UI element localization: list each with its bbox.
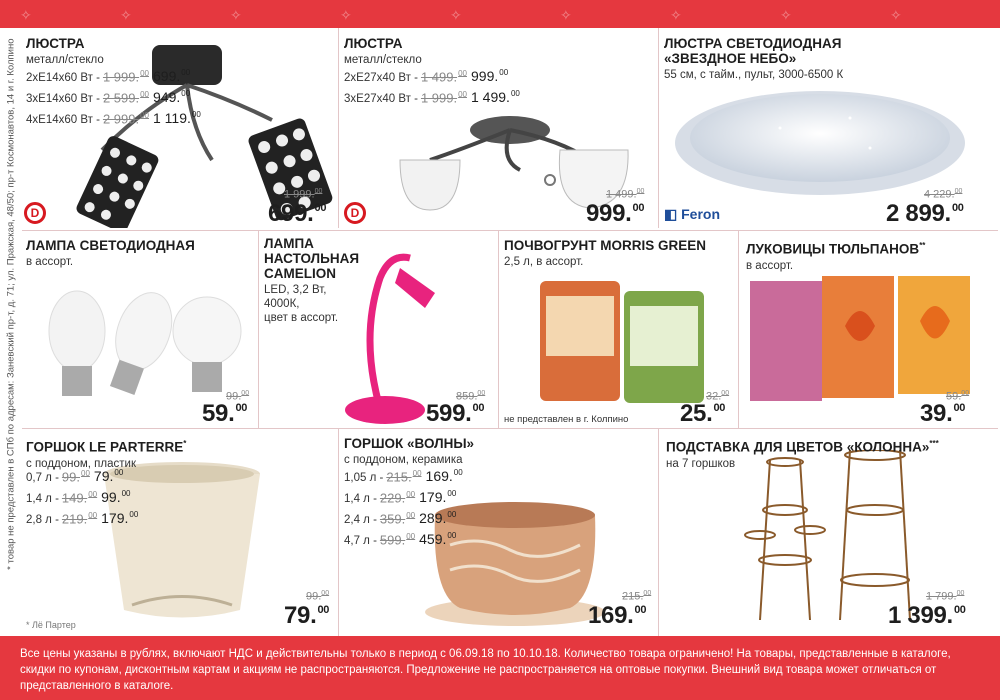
led-ceiling-lamp-image [670, 88, 970, 198]
price: 2 899.00 [886, 200, 964, 227]
product-title: ЛУКОВИЦЫ ТЮЛЬПАНОВ** [746, 241, 926, 257]
variant-row: 1,4 л - 229.00 179.00 [344, 489, 457, 505]
gift-icon: ✧ [670, 7, 682, 23]
feron-logo: ◧ Feron [664, 206, 721, 222]
product-subtitle: цвет в ассорт. [264, 312, 339, 324]
variant-list [344, 68, 520, 110]
old-price: 1 799.00 [926, 590, 965, 603]
old-price: 32.00 [706, 390, 730, 403]
product-subtitle: с поддоном, керамика [344, 454, 463, 466]
old-price: 59.00 [946, 390, 970, 403]
variant-row: 0,7 л - 99.00 79.00 [26, 468, 124, 484]
gift-icon: ✧ [340, 7, 352, 23]
gift-icon: ✧ [890, 7, 902, 23]
product-title: CAMELION [264, 266, 336, 281]
gift-icon: ✧ [780, 7, 792, 23]
product-title: ЛЮСТРА СВЕТОДИОДНАЯ «ЗВЕЗДНОЕ НЕБО» [664, 36, 842, 66]
product-title: ЛАМПА СВЕТОДИОДНАЯ [26, 238, 195, 253]
variant-row: 4,7 л - 599.00 459.00 [344, 531, 457, 547]
product-subtitle: 4000К, [264, 298, 300, 310]
product-subtitle: в ассорт. [746, 259, 794, 272]
gift-icon: ✧ [20, 7, 32, 23]
variant-row: 2,8 л - 219.00 179.00 [26, 510, 139, 526]
old-price: 1 999.00 [284, 188, 323, 201]
variant-row: 2хЕ14х60 Вт - 1 999.00 699.00 [26, 68, 191, 84]
price: 59.00 [202, 400, 248, 427]
price: 699.00 [268, 200, 327, 227]
product-title: ЛАМПА [264, 236, 314, 251]
product-subtitle: металл/стекло [344, 54, 422, 66]
price: 599.00 [426, 400, 485, 427]
price: 25.00 [680, 400, 726, 427]
product-title: ГОРШОК «ВОЛНЫ» [344, 436, 475, 451]
product-subtitle: металл/стекло [26, 54, 104, 66]
side-disclaimer: * товар не представлен в СПб по адресам: Заневский пр-т, д. 71; ул. Пражская, 48/50; пр-т Космонавтов, 14 и г. Колпино [5, 38, 17, 570]
variant-row: 2хЕ27х40 Вт - 1 499.00 999.00 [344, 68, 509, 84]
gift-icon: ✧ [450, 7, 462, 23]
product-card-led-chandelier[interactable] [660, 30, 978, 228]
variant-row: 3хЕ27х40 Вт - 1 999.00 1 499.00 [344, 89, 520, 105]
product-title: ЛЮСТРА [344, 36, 403, 51]
gift-icon: ✧ [230, 7, 242, 23]
gift-icon: ✧ [120, 7, 132, 23]
product-card-pot-le-parterre[interactable] [22, 430, 336, 634]
discount-logo-icon: D [24, 202, 46, 224]
old-price: 215.00 [622, 590, 652, 603]
product-subtitle: в ассорт. [26, 256, 74, 268]
product-card-soil[interactable] [500, 232, 736, 428]
variant-list [344, 468, 463, 552]
product-subtitle: 2,5 л, в ассорт. [504, 256, 584, 268]
gift-icon: ✧ [560, 7, 572, 23]
product-card-plant-stand[interactable] [660, 430, 978, 634]
variant-row: 1,05 л - 215.00 169.00 [344, 468, 463, 484]
variant-row: 2,4 л - 359.00 289.00 [344, 510, 457, 526]
led-bulbs-image [32, 276, 252, 406]
product-card-tulip-bulbs[interactable] [740, 232, 978, 428]
variant-list [26, 468, 138, 531]
variant-row: 1,4 л - 149.00 99.00 [26, 489, 131, 505]
price: 999.00 [586, 200, 645, 227]
product-title: ПОДСТАВКА ДЛЯ ЦВЕТОВ «КОЛОННА»*** [666, 439, 939, 455]
variant-list [26, 68, 201, 131]
tulip-packs-image [750, 276, 975, 406]
old-price: 859.00 [456, 390, 486, 403]
price: 169.00 [588, 602, 647, 629]
soil-bags-image [540, 276, 720, 406]
availability-note: не представлен в г. Колпино [504, 414, 629, 425]
old-price: 1 499.00 [606, 188, 645, 201]
top-gift-strip [0, 0, 1000, 30]
old-price: 99.00 [226, 390, 250, 403]
product-title: НАСТОЛЬНАЯ [264, 251, 360, 266]
legal-footer: Все цены указаны в рублях, включают НДС и действительны только в период с 06.09.18 по 10.10.18. Количество товара ограничено! На товары, представленные в каталоге, скидки по купонам, дисконтным картам и акциям не распространяются. Предложение не распространяется на оптовые покупки. Внешний вид товара может отличаться от представленного в каталоге. [20, 648, 951, 692]
product-subtitle: с поддоном, пластик [26, 457, 136, 470]
product-card-pot-waves[interactable] [340, 430, 656, 634]
product-card-led-bulb[interactable] [22, 232, 256, 428]
product-title: ПОЧВОГРУНТ MORRIS GREEN [504, 238, 706, 253]
product-subtitle: на 7 горшков [666, 457, 736, 470]
variant-row: 3хЕ14х60 Вт - 2 599.00 949.00 [26, 89, 191, 105]
product-card-chandelier-1[interactable] [22, 30, 336, 228]
price: 79.00 [284, 602, 330, 629]
price: 39.00 [920, 400, 966, 427]
price: 1 399.00 [888, 602, 966, 629]
product-card-desk-lamp[interactable] [260, 232, 496, 428]
product-card-chandelier-2[interactable] [340, 30, 656, 228]
product-title: ГОРШОК LE PARTERRE* [26, 439, 187, 455]
product-subtitle: 55 см, с тайм., пульт, 3000-6500 К [664, 69, 844, 81]
product-title: ЛЮСТРА [26, 36, 85, 51]
old-price: 99.00 [306, 590, 330, 603]
old-price: 4 229.00 [924, 188, 963, 201]
product-subtitle: LED, 3,2 Вт, [264, 284, 327, 296]
footnote: * Лё Партер [26, 620, 76, 630]
discount-logo-icon: D [344, 202, 366, 224]
variant-row: 4хЕ14х60 Вт - 2 999.00 1 119.00 [26, 110, 201, 126]
